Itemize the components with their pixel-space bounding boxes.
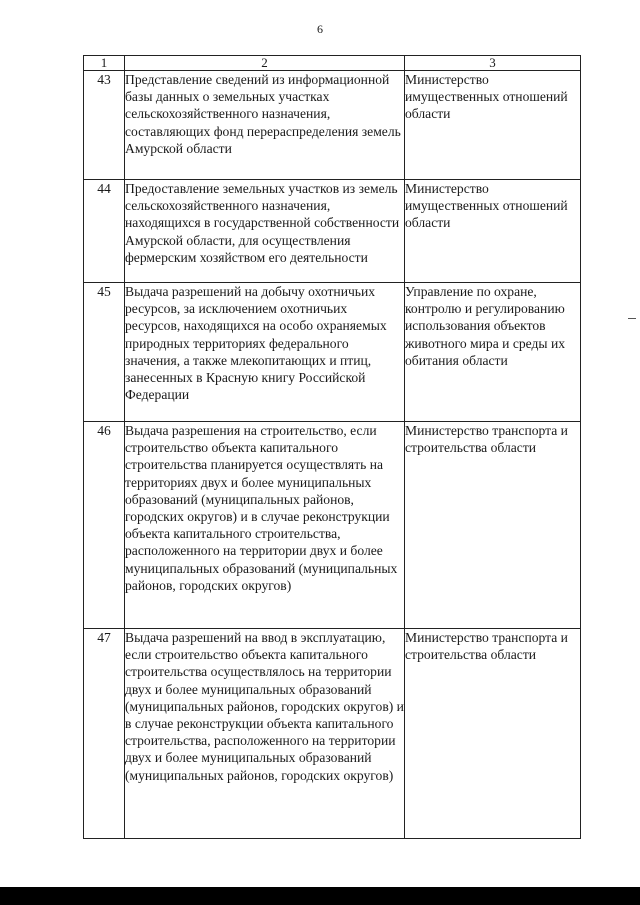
services-table (83, 55, 581, 839)
row-number: 44 (84, 180, 125, 283)
service-description: Представление сведений из информационной базы данных о земельных участках сельскохозяйственного назначения, составляющих фонд перераспределения земель Амурской области (125, 71, 405, 180)
responsible-authority: Министерство имущественных отношений области (405, 180, 581, 283)
responsible-authority: Министерство имущественных отношений области (405, 71, 581, 180)
responsible-authority: Министерство транспорта и строительства области (405, 422, 581, 629)
row-number: 43 (84, 71, 125, 180)
table-row (84, 422, 581, 629)
scan-bottom-band (0, 887, 640, 905)
column-header-service: 2 (125, 56, 405, 71)
row-number: 47 (84, 629, 125, 839)
table-row (84, 71, 581, 180)
scan-artifact (628, 318, 636, 319)
service-description: Предоставление земельных участков из земель сельскохозяйственного назначения, находящихся в государственной собственности Амурской области, для осуществления фермерским хозяйством его деятельности (125, 180, 405, 283)
service-description: Выдача разрешений на ввод в эксплуатацию, если строительство объекта капитального строительства осуществлялось на территории двух и более муниципальных образований (муниципальных районов, городских округов) и в случае реконструкции объекта капитального строительства, расположенного на территории двух и более муниципальных образований (муниципальных районов, городских округов) (125, 629, 405, 839)
table-row (84, 180, 581, 283)
responsible-authority: Министерство транспорта и строительства области (405, 629, 581, 839)
service-description: Выдача разрешений на добычу охотничьих ресурсов, за исключением охотничьих ресурсов, находящихся на особо охраняемых природных территориях федерального значения, а также млекопитающих и птиц, занесенных в Красную книгу Российской Федерации (125, 283, 405, 422)
page-number: 6 (317, 22, 323, 36)
column-header-authority: 3 (405, 56, 581, 71)
row-number: 45 (84, 283, 125, 422)
row-number: 46 (84, 422, 125, 629)
table-row (84, 283, 581, 422)
column-header-number: 1 (84, 56, 125, 71)
service-description: Выдача разрешения на строительство, если строительство объекта капитального строительства планируется осуществлять на территориях двух и более муниципальных образований (муниципальных районов, городских округов) и в случае реконструкции объекта капитального строительства, расположенного на территории двух и более муниципальных образований (муниципальных районов, городских округов) (125, 422, 405, 629)
table-header-row (84, 56, 581, 71)
responsible-authority: Управление по охране, контролю и регулированию использования объектов животного мира и среды их обитания области (405, 283, 581, 422)
table-row (84, 629, 581, 839)
